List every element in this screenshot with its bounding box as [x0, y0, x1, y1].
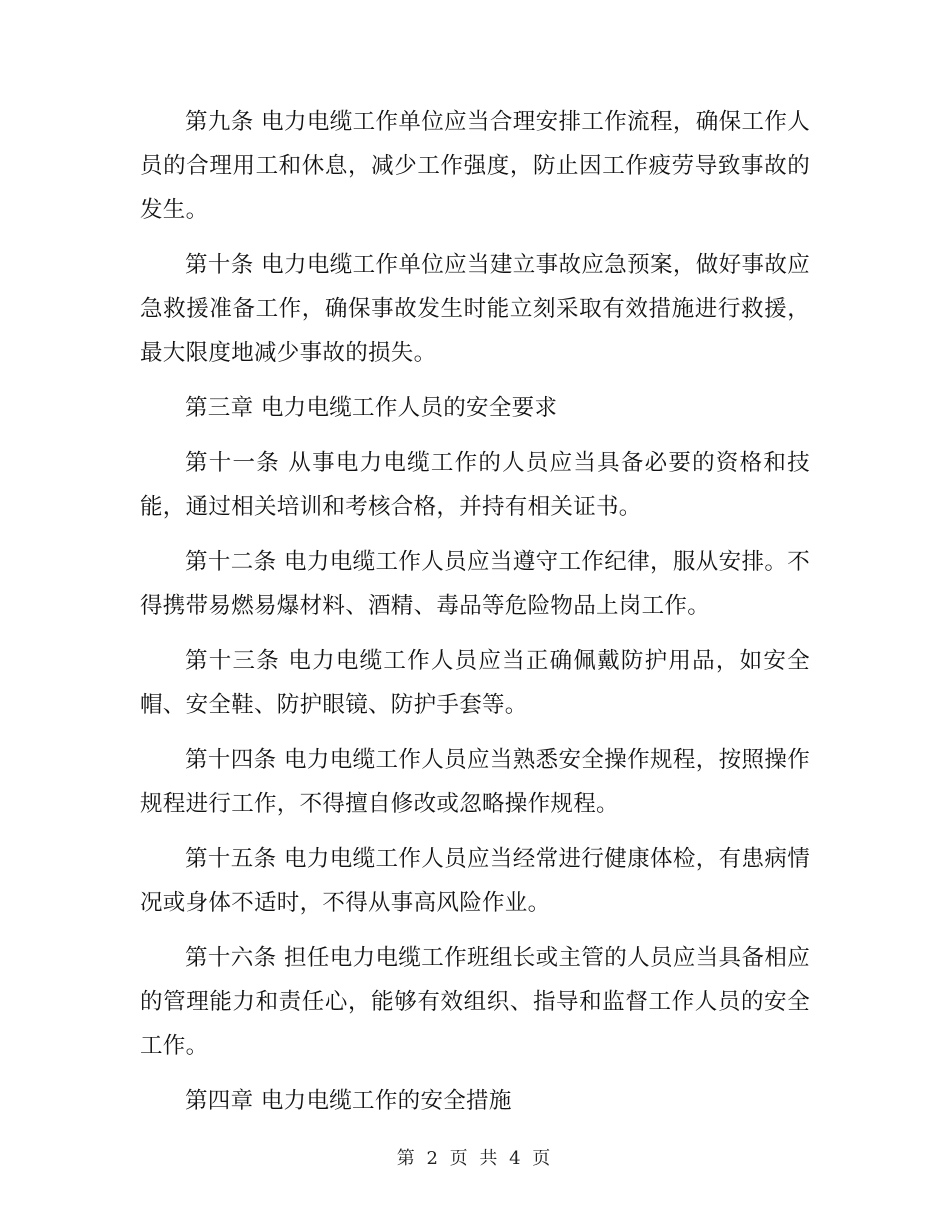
- article-15-paragraph: 第十五条 电力电缆工作人员应当经常进行健康体检，有患病情况或身体不适时，不得从事高风险作业。: [140, 846, 810, 916]
- page-number-footer: 第 2 页 共 4 页: [396, 1148, 554, 1169]
- document-body: [140, 100, 810, 1134]
- article-11-paragraph: 第十一条 从事电力电缆工作的人员应当具备必要的资格和技能，通过相关培训和考核合格，并持有相关证书。: [140, 450, 810, 520]
- article-16-paragraph: 第十六条 担任电力电缆工作班组长或主管的人员应当具备相应的管理能力和责任心，能够有效组织、指导和监督工作人员的安全工作。: [140, 945, 810, 1059]
- article-13-paragraph: 第十三条 电力电缆工作人员应当正确佩戴防护用品，如安全帽、安全鞋、防护眼镜、防护手套等。: [140, 648, 810, 718]
- article-9-paragraph: 第九条 电力电缆工作单位应当合理安排工作流程，确保工作人员的合理用工和休息，减少工作强度，防止因工作疲劳导致事故的发生。: [140, 109, 810, 223]
- article-14-paragraph: 第十四条 电力电缆工作人员应当熟悉安全操作规程，按照操作规程进行工作，不得擅自修改或忽略操作规程。: [140, 747, 810, 817]
- article-12-paragraph: 第十二条 电力电缆工作人员应当遵守工作纪律，服从安排。不得携带易燃易爆材料、酒精、毒品等危险物品上岗工作。: [140, 549, 810, 619]
- article-10-paragraph: 第十条 电力电缆工作单位应当建立事故应急预案，做好事故应急救援准备工作，确保事故发生时能立刻采取有效措施进行救援，最大限度地减少事故的损失。: [140, 252, 810, 366]
- chapter-4-heading: 第四章 电力电缆工作的安全措施: [185, 1088, 512, 1114]
- chapter-3-heading: 第三章 电力电缆工作人员的安全要求: [185, 395, 558, 421]
